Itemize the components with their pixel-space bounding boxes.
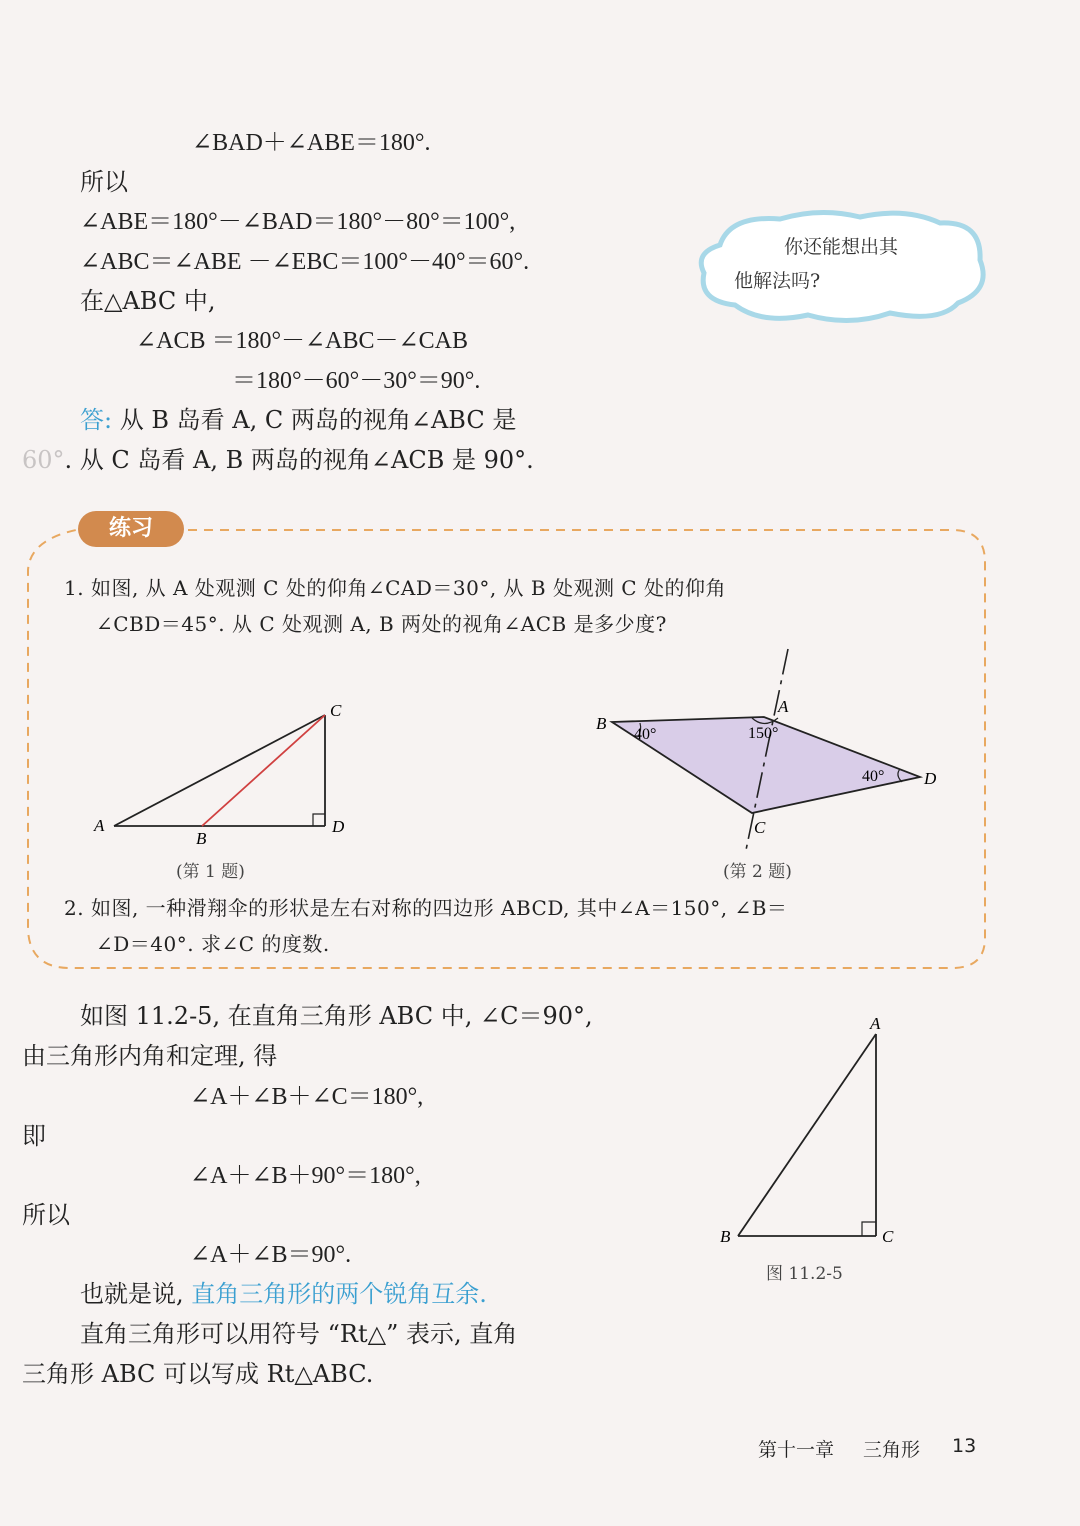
paragraph-3-line-1: 直角三角形可以用符号 “Rt△” 表示, 直角 [80,1320,518,1348]
equation-abe: ∠ABE＝180°－∠BAD＝180°－80°＝100°, [80,209,516,235]
equation-bad-abe: ∠BAD＋∠ABE＝180°. [192,130,431,156]
question-1-line-1: 1. 如图, 从 A 处观测 C 处的仰角∠CAD＝30°, 从 B 处观测 C 处的仰角 [64,576,726,600]
fig2-angle-b: 40° [634,726,657,743]
fig1-label-c: C [330,701,342,720]
bubble-line-2: 他解法吗? [734,270,821,292]
figure-11-2-5-caption: 图 11.2-5 [766,1264,843,1284]
equation-acb-2: ＝180°－60°－30°＝90°. [232,368,481,394]
fig2-label-d: D [924,769,937,788]
footer-title: 三角形 [863,1439,921,1461]
paragraph-1-line-2: 由三角形内角和定理, 得 [22,1042,278,1070]
fig2-angle-d: 40° [862,768,885,785]
answer-label: 答: [80,406,113,434]
fig2-label-c: C [754,818,766,837]
question-2-line-1: 2. 如图, 一种滑翔伞的形状是左右对称的四边形 ABCD, 其中∠A＝150°, ∠B＝ [64,896,788,920]
fig2-label-a: A [778,697,789,716]
figure-11-2-5 [712,1012,902,1252]
figure-question-2 [590,645,950,855]
fig1-label-d: D [332,817,345,836]
figure-question-1 [90,700,360,845]
equation-abc: ∠ABC＝∠ABE －∠EBC＝100°－40°＝60°. [80,249,530,275]
bubble-line-1: 你还能想出其 [784,236,899,258]
fig3-label-b: B [720,1227,731,1246]
equation-sum-1: ∠A＋∠B＋∠C＝180°, [190,1084,424,1110]
paragraph-1-line-1: 如图 11.2-5, 在直角三角形 ABC 中, ∠C＝90°, [80,1002,593,1030]
text-ji: 即 [22,1122,46,1150]
equation-sum-2: ∠A＋∠B＋90°＝180°, [190,1163,421,1189]
paragraph-3-line-2: 三角形 ABC 可以写成 Rt△ABC. [22,1360,374,1388]
text-in-triangle: 在△ABC 中, [80,287,216,315]
answer-text-1: 从 B 岛看 A, C 两岛的视角∠ABC 是 [119,406,517,434]
question-1-line-2: ∠CBD＝45°. 从 C 处观测 A, B 两处的视角∠ACB 是多少度? [96,612,667,636]
footer-chapter: 第十一章 [758,1439,835,1461]
complementary-angles-highlight: 直角三角形的两个锐角互余. [191,1280,487,1308]
paragraph-2 [80,1274,487,1309]
paragraph-2-prefix: 也就是说, [80,1280,184,1308]
fig1-label-b: B [196,829,207,845]
exercise-title-pill: 练习 [78,511,184,547]
answer-text-2: . 从 C 岛看 A, B 两岛的视角∠ACB 是 90°. [64,446,534,474]
fig1-label-a: A [94,816,105,835]
fig3-label-c: C [882,1227,894,1246]
figure-1-caption: (第 1 题) [176,862,245,882]
question-2-line-2: ∠D＝40°. 求∠C 的度数. [96,932,330,956]
answer-prefix-faint: 60° [22,446,65,474]
fig2-label-b: B [596,714,607,733]
equation-sum-3: ∠A＋∠B＝90°. [190,1242,352,1268]
fig2-angle-a: 150° [748,725,779,742]
fig3-label-a: A [870,1014,881,1033]
text-suoyi-2: 所以 [22,1201,70,1229]
equation-acb-1: ∠ACB ＝180°－∠ABC－∠CAB [136,328,468,354]
page-number: 13 [952,1435,977,1457]
text-suoyi-1: 所以 [80,168,128,196]
figure-2-caption: (第 2 题) [723,862,792,882]
